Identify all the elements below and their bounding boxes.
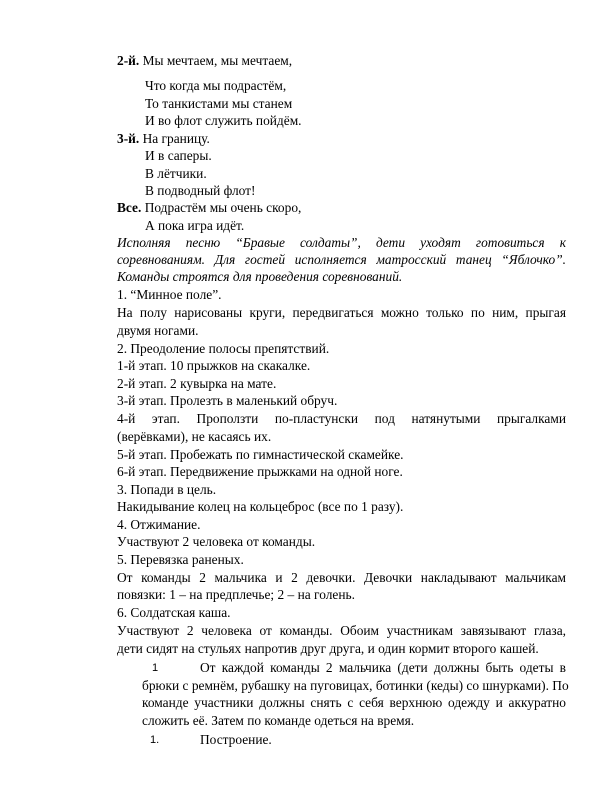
song-line: Все. Подрастём мы очень скоро, <box>117 200 302 215</box>
song-line: 2-й. Мы мечтаем, мы мечтаем, <box>117 53 293 68</box>
list-marker: 1 <box>152 662 159 674</box>
section-heading: 6. Солдатская каша. <box>117 605 231 620</box>
section-heading: 2. Преодоление полосы препятствий. <box>117 341 330 356</box>
section-heading: 4. Отжимание. <box>117 517 201 532</box>
song-line: И во флот служить пойдём. <box>145 113 302 128</box>
stage-item: (верёвками), не касаясь их. <box>117 429 272 444</box>
list-item-line: команде участники должны снять с себя верхнюю одежду и аккуратно <box>142 695 566 710</box>
section-heading: 3. Попади в цель. <box>117 482 217 497</box>
list-item-line: сложить её. Затем по команде одеться на время. <box>142 713 415 728</box>
section-heading: 5. Перевязка раненых. <box>117 552 244 567</box>
paragraph-line: Участвуют 2 человека от команды. <box>117 534 316 549</box>
song-line: То танкистами мы станем <box>145 96 293 111</box>
paragraph-line: двумя ногами. <box>117 323 199 338</box>
stage-direction-line: Команды строятся для проведения соревнований. <box>117 269 403 284</box>
paragraph-line: Накидывание колец на кольцеброс (все по 1 разу). <box>117 499 404 514</box>
song-line: 3-й. На границу. <box>117 131 210 146</box>
song-line: В лётчики. <box>145 166 207 181</box>
song-line: И в саперы. <box>145 148 212 163</box>
section-heading: 1. “Минное поле”. <box>117 287 222 302</box>
speaker-label: 3-й. <box>117 131 140 146</box>
list-marker: 1. <box>150 734 160 746</box>
list-item-line: От каждой команды 2 мальчика (дети должны быть одеты в <box>200 660 566 675</box>
paragraph-line: дети сидят на стульях напротив друг друга, и один кормит второго кашей. <box>117 641 539 656</box>
stage-item: 5-й этап. Пробежать по гимнастической скамейке. <box>117 447 404 462</box>
list-item-line: Построение. <box>200 732 272 747</box>
stage-direction-line: Исполняя песню “Бравые солдаты”, дети уходят готовиться к <box>117 235 566 250</box>
list-item-line: брюки с ремнём, рубашку на пуговицах, ботинки (кеды) со шнурками). По <box>142 678 569 693</box>
stage-item: 4-й этап. Проползти по-пластунски под натянутыми прыгалками <box>117 411 566 426</box>
paragraph-line: На полу нарисованы круги, передвигаться можно только по ним, прыгая <box>117 305 566 320</box>
song-line: В подводный флот! <box>145 183 256 198</box>
speaker-label: Все. <box>117 200 142 215</box>
paragraph-line: Участвуют 2 человека от команды. Обоим участникам завязывают глаза, <box>117 623 566 638</box>
paragraph-line: повязки: 1 – на предплечье; 2 – на голень. <box>117 587 355 602</box>
stage-direction-line: соревнованиям. Для гостей исполняется матросский танец “Яблочко”. <box>117 252 566 267</box>
stage-item: 3-й этап. Пролезть в маленький обруч. <box>117 393 338 408</box>
stage-item: 1-й этап. 10 прыжков на скакалке. <box>117 358 311 373</box>
speaker-label: 2-й. <box>117 53 140 68</box>
stage-item: 6-й этап. Передвижение прыжками на одной ноге. <box>117 464 403 479</box>
paragraph-line: От команды 2 мальчика и 2 девочки. Девочки накладывают мальчикам <box>117 570 566 585</box>
song-line: А пока игра идёт. <box>145 218 245 233</box>
song-line: Что когда мы подрастём, <box>145 78 287 93</box>
stage-item: 2-й этап. 2 кувырка на мате. <box>117 376 277 391</box>
